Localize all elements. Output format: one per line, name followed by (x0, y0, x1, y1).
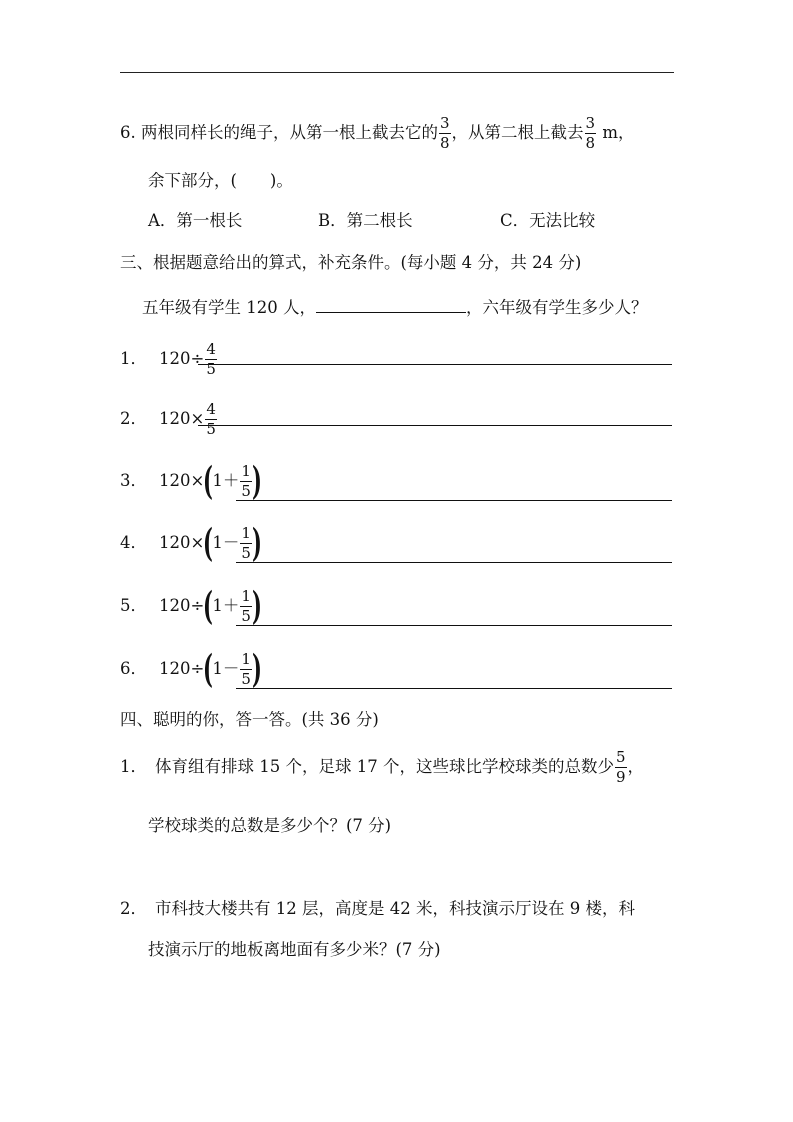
q6-line1: 6. 两根同样长的绳子，从第一根上截去它的 $\frac{3}{8}$ ，从第二根上截去 $\frac{3}{8}$ m， (120, 114, 635, 152)
answer-line-6[interactable] (236, 688, 672, 689)
answer-line-3[interactable] (236, 500, 672, 501)
stem-text-b: ，六年级有学生多少人？ (465, 298, 648, 317)
fraction: $\frac{4}{5}$ (206, 340, 216, 378)
section4-title: 四、聪明的你，答一答。(共 36 分) (120, 710, 379, 729)
fraction: $\frac{1}{5}$ (241, 586, 251, 625)
answer-line-4[interactable] (236, 562, 672, 563)
q6-option-c[interactable]: C．无法比较 (500, 211, 596, 230)
right-paren: ) (251, 520, 262, 565)
section3-stem (142, 298, 702, 317)
answer-line-2[interactable] (198, 425, 672, 426)
left-paren: ( (203, 646, 214, 691)
right-paren: ) (251, 646, 262, 691)
expression-item-3: 3． 120× ( 1 ＋ $\frac{1}{5}$ ) (120, 458, 262, 503)
s4-q1-fraction: $\frac{5}{9}$ (615, 748, 626, 786)
s4-q2-line2: 技演示厅的地板离地面有多少米？(7 分) (148, 940, 441, 959)
answer-line-5[interactable] (236, 625, 672, 626)
right-paren: ) (251, 583, 262, 628)
q6-fraction-1: $\frac{3}{8}$ (440, 114, 450, 152)
fraction: $\frac{1}{5}$ (241, 523, 251, 562)
fraction: $\frac{4}{5}$ (206, 400, 216, 438)
left-paren: ( (203, 520, 214, 565)
q6-line2: 余下部分，( )。 (148, 171, 293, 190)
q6-options (148, 213, 708, 230)
q6-text-b: ，从第二根上截去 (451, 123, 584, 142)
q6-option-a[interactable]: A．第一根长 (148, 211, 243, 230)
expression-item-5: 5． 120÷ ( 1 ＋ $\frac{1}{5}$ ) (120, 583, 262, 628)
s4-q1-line2: 学校球类的总数是多少个？(7 分) (148, 816, 392, 835)
q6-text-a: 两根同样长的绳子，从第一根上截去它的 (141, 123, 438, 142)
fraction: $\frac{1}{5}$ (241, 649, 251, 688)
fraction: $\frac{1}{5}$ (241, 461, 251, 500)
expression-item-1: 1． 120÷ $\frac{4}{5}$ (120, 340, 216, 378)
left-paren: ( (203, 583, 214, 628)
section3-title: 三、根据题意给出的算式，补充条件。(每小题 4 分，共 24 分) (120, 253, 582, 272)
q6-number: 6 (120, 123, 131, 142)
expression-item-4: 4． 120× ( 1 － $\frac{1}{5}$ ) (120, 520, 262, 565)
q6-option-b[interactable]: B．第二根长 (318, 211, 413, 230)
left-paren: ( (203, 458, 214, 503)
q6-fraction-2: $\frac{3}{8}$ (585, 114, 596, 152)
q6-text-c: m， (597, 123, 635, 142)
header-rule (120, 72, 674, 73)
condition-blank[interactable] (316, 298, 466, 313)
right-paren: ) (251, 458, 262, 503)
expression-item-2: 2． 120× $\frac{4}{5}$ (120, 400, 216, 438)
stem-text-a: 五年级有学生 120 人， (142, 298, 316, 317)
answer-line-1[interactable] (198, 364, 672, 365)
expression-item-6: 6． 120÷ ( 1 － $\frac{1}{5}$ ) (120, 646, 262, 691)
s4-q2-line1: 2． 市科技大楼共有 12 层，高度是 42 米，科技演示厅设在 9 楼，科 (120, 899, 635, 918)
s4-q1-line1: 1． 体育组有排球 15 个，足球 17 个，这些球比学校球类的总数少 $\frac{5}{9}$ ， (120, 748, 645, 786)
